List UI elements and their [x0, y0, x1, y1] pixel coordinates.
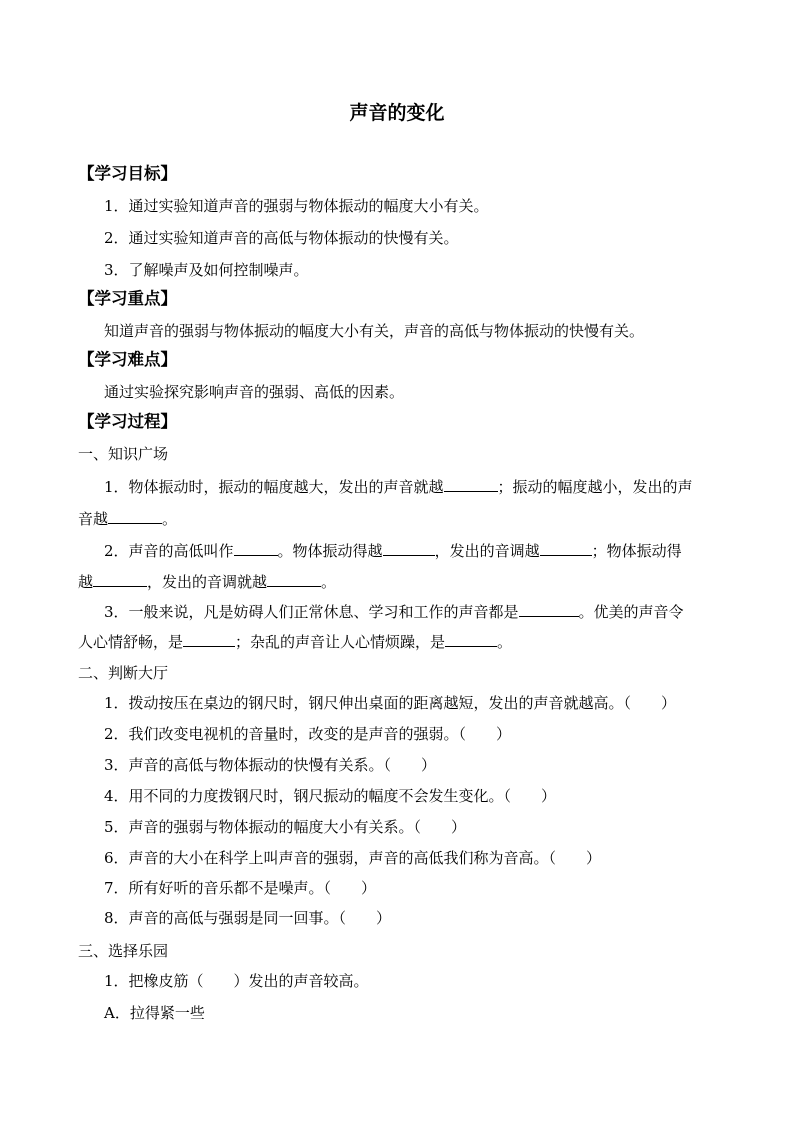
- answer-blank: [444, 476, 498, 492]
- knowledge-q1-line1: [104, 476, 693, 497]
- answer-blank: [540, 540, 592, 556]
- q1-text-b: ；振动的幅度越小，发出的声: [497, 478, 693, 496]
- heading-goals: 【学习目标】: [78, 164, 177, 183]
- q1-text-a: 1．物体振动时，振动的幅度越大，发出的声音就越: [104, 478, 444, 496]
- q2-text-f: ，发出的音调就越: [147, 573, 268, 591]
- difficulties-text: 通过实验探究影响声音的强弱、高低的因素。: [104, 383, 405, 401]
- judge-item-7: 7．所有好听的音乐都不是噪声。（ ）: [104, 879, 377, 897]
- knowledge-q1-line2: [78, 508, 177, 529]
- answer-blank: [108, 508, 162, 524]
- answer-blank: [93, 571, 147, 587]
- answer-blank: [267, 571, 321, 587]
- knowledge-q2-line2: [78, 571, 336, 592]
- knowledge-q3-line2: [78, 631, 512, 652]
- answer-blank: [183, 631, 235, 647]
- part3-heading: 三、选择乐园: [78, 942, 169, 960]
- q2-text-a: 2．声音的高低叫作: [104, 542, 234, 560]
- part2-heading: 二、判断大厅: [78, 664, 169, 682]
- heading-key-points: 【学习重点】: [78, 289, 177, 308]
- judge-item-3: 3．声音的高低与物体振动的快慢有关系。（ ）: [104, 756, 437, 774]
- answer-blank: [234, 540, 278, 556]
- page-title: 声音的变化: [349, 102, 445, 124]
- goal-item-1: 1．通过实验知道声音的强弱与物体振动的幅度大小有关。: [104, 197, 489, 215]
- q3-text-a: 3．一般来说，凡是妨碍人们正常休息、学习和工作的声音都是: [104, 603, 519, 621]
- q1-text-c: 音越: [78, 510, 109, 528]
- part1-heading: 一、知识广场: [78, 445, 169, 463]
- q2-text-d: ；物体振动得: [591, 542, 682, 560]
- answer-blank: [445, 631, 497, 647]
- key-points-text: 知道声音的强弱与物体振动的幅度大小有关，声音的高低与物体振动的快慢有关。: [104, 322, 645, 340]
- q3-text-b: 。优美的声音令: [578, 603, 684, 621]
- q2-text-b: 。物体振动得越: [277, 542, 383, 560]
- judge-item-2: 2．我们改变电视机的音量时，改变的是声音的强弱。（ ）: [104, 725, 512, 743]
- judge-item-5: 5．声音的强弱与物体振动的幅度大小有关系。（ ）: [104, 818, 467, 836]
- goal-item-3: 3．了解噪声及如何控制噪声。: [104, 261, 309, 279]
- q2-text-g: 。: [321, 573, 337, 591]
- q2-text-e: 越: [78, 573, 94, 591]
- judge-item-6: 6．声音的大小在科学上叫声音的强弱，声音的高低我们称为音高。（ ）: [104, 849, 602, 867]
- q1-text-d: 。: [162, 510, 178, 528]
- q3-text-d: ；杂乱的声音让人心情烦躁，是: [235, 633, 446, 651]
- q2-text-c: ，发出的音调越: [434, 542, 540, 560]
- knowledge-q2-line1: [104, 540, 682, 561]
- q3-text-c: 人心情舒畅，是: [78, 633, 184, 651]
- goal-item-2: 2．通过实验知道声音的高低与物体振动的快慢有关。: [104, 229, 459, 247]
- answer-blank: [519, 601, 579, 617]
- answer-blank: [383, 540, 435, 556]
- q3-text-e: 。: [497, 633, 513, 651]
- heading-process: 【学习过程】: [78, 412, 177, 431]
- heading-difficulties: 【学习难点】: [78, 350, 177, 369]
- knowledge-q3-line1: [104, 601, 684, 622]
- choice-q1-option-a: A．拉得紧一些: [104, 1004, 205, 1022]
- judge-item-4: 4．用不同的力度拨钢尺时，钢尺振动的幅度不会发生变化。（ ）: [104, 787, 557, 805]
- judge-item-1: 1．拨动按压在桌边的钢尺时，钢尺伸出桌面的距离越短，发出的声音就越高。（ ）: [104, 694, 677, 712]
- judge-item-8: 8．声音的高低与强弱是同一回事。（ ）: [104, 909, 392, 927]
- choice-q1: 1．把橡皮筋（ ）发出的声音较高。: [104, 972, 369, 990]
